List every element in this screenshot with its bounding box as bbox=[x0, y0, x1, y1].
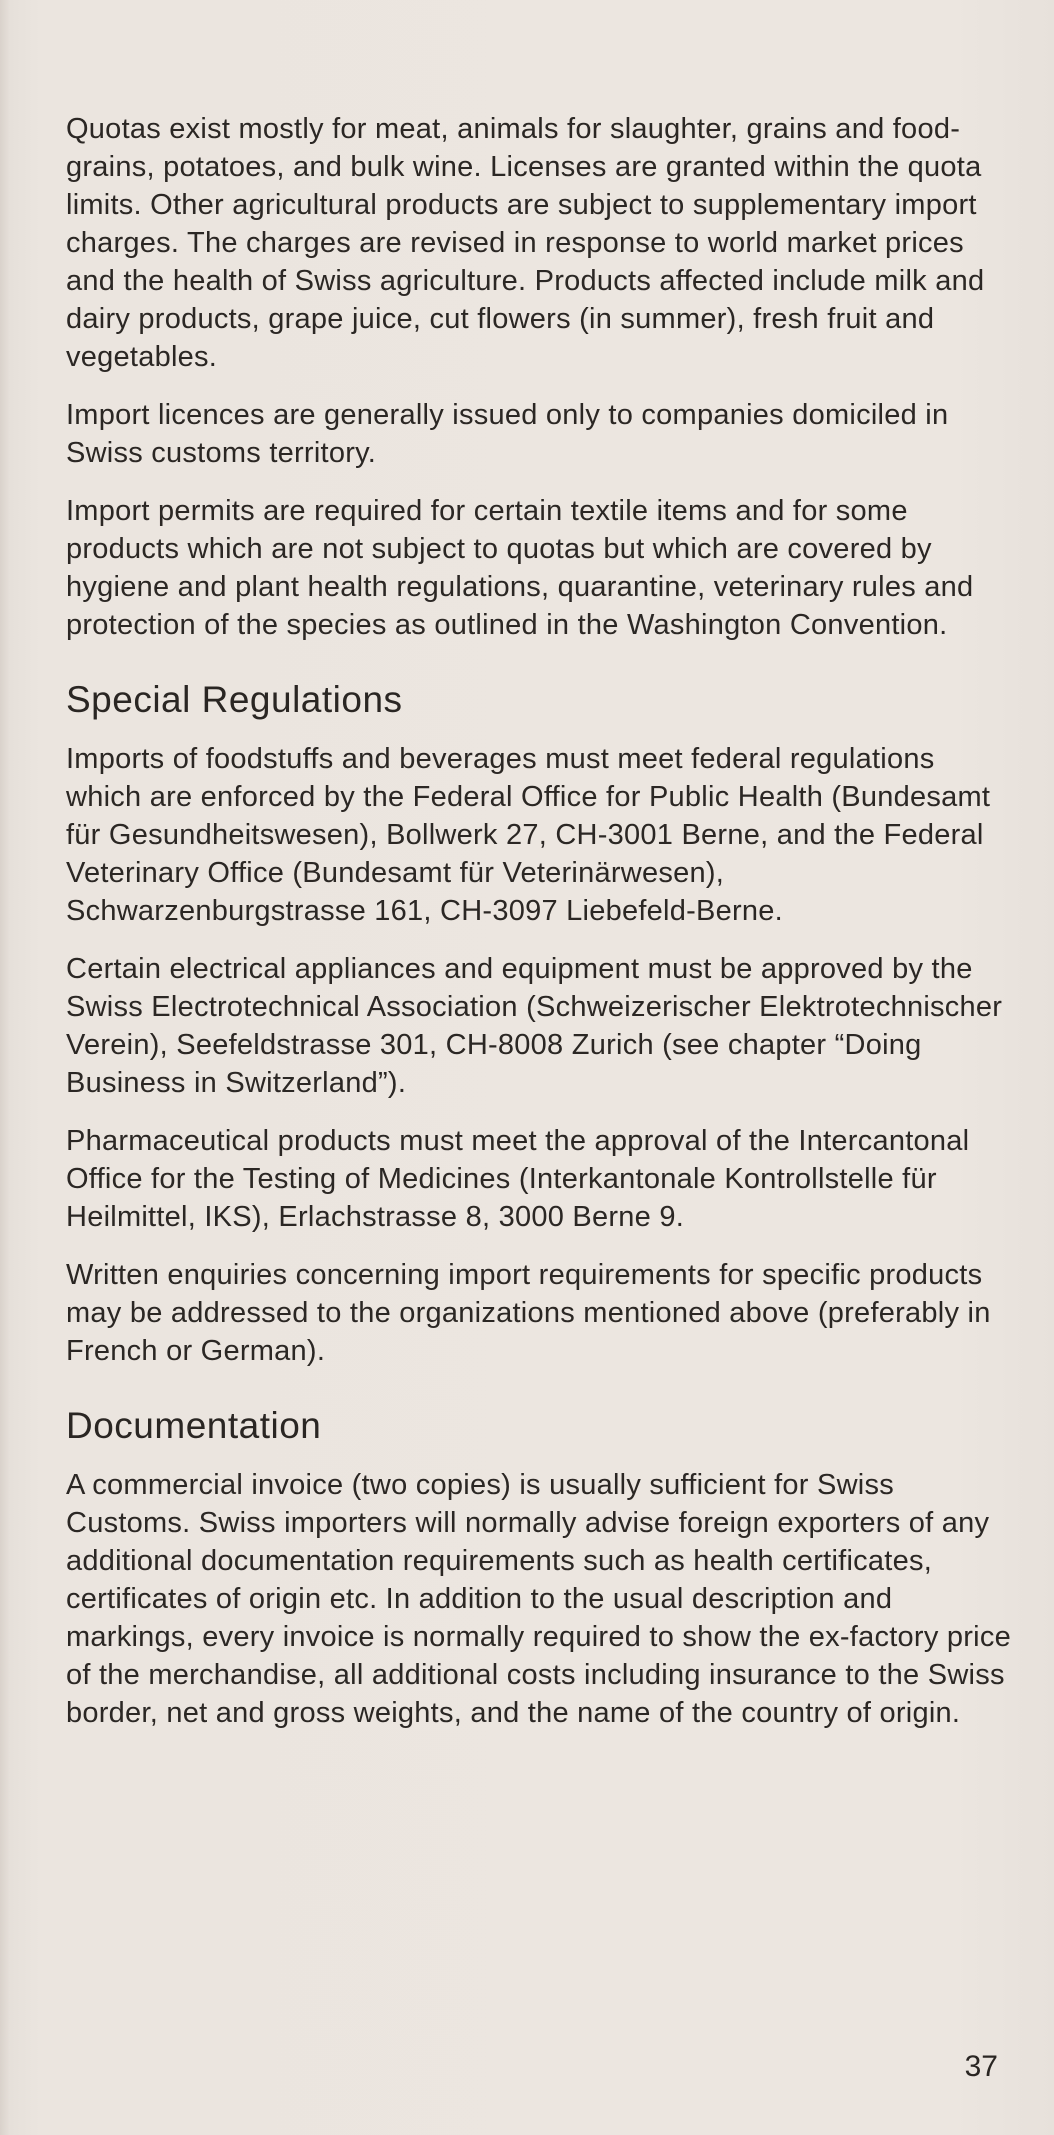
page-number: 37 bbox=[964, 2050, 998, 2083]
paragraph-foodstuffs: Imports of foodstuffs and beverages must meet federal regulations which are enforced by the Federal Office for Public Health (Bundesamt für Gesundheitswesen), Bollwerk 27, CH-3001 Berne, and the Federal Veterinary Office (Bundesamt für Veterinärwesen), Schwarzenburgstrasse 161, CH-3097 Liebefeld-Berne. bbox=[66, 743, 991, 927]
paragraph-import-licences: Import licences are generally issued only to companies domiciled in Swiss customs territory. bbox=[66, 399, 949, 469]
paragraph-commercial-invoice: A commercial invoice (two copies) is usually sufficient for Swiss Customs. Swiss importers will normally advise foreign exporters of any additional documentation requirements such as health certificates, certificates of origin etc. In addition to the usual description and markings, every invoice is normally required to show the ex-factory price of the merchandise, all additional costs including insurance to the Swiss border, net and gross weights, and the name of the country of origin. bbox=[66, 1469, 1012, 1729]
heading-documentation: Documentation bbox=[66, 1405, 322, 1446]
paragraph-electrical: Certain electrical appliances and equipment must be approved by the Swiss Electrotechnical Association (Schweizerischer Elektrotechnischer Verein), Seefeldstrasse 301, CH-8008 Zurich (see chapter “Doing Business in Switzerland”). bbox=[66, 953, 1003, 1099]
paragraph-pharmaceutical: Pharmaceutical products must meet the approval of the Intercantonal Office for the Testing of Medicines (Interkantonale Kontrollstelle für Heilmittel, IKS), Erlachstrasse 8, 3000 Berne 9. bbox=[66, 1125, 970, 1233]
paragraph-quotas: Quotas exist mostly for meat, animals for slaughter, grains and food-grains, potatoes, and bulk wine. Licenses are granted within the quota limits. Other agricultural products are subject to supplementary import charges. The charges are revised in response to world market prices and the health of Swiss agriculture. Products affected include milk and dairy products, grape juice, cut flowers (in summer), fresh fruit and vegetables. bbox=[66, 113, 985, 373]
page-content bbox=[66, 110, 1016, 1752]
heading-special-regulations: Special Regulations bbox=[66, 679, 403, 720]
paragraph-import-permits: Import permits are required for certain textile items and for some products which are not subject to quotas but which are covered by hygiene and plant health regulations, quarantine, veterinary rules and protection of the species as outlined in the Washington Convention. bbox=[66, 495, 974, 641]
paragraph-written-enquiries: Written enquiries concerning import requirements for specific products may be addressed to the organizations mentioned above (preferably in French or German). bbox=[66, 1259, 991, 1367]
